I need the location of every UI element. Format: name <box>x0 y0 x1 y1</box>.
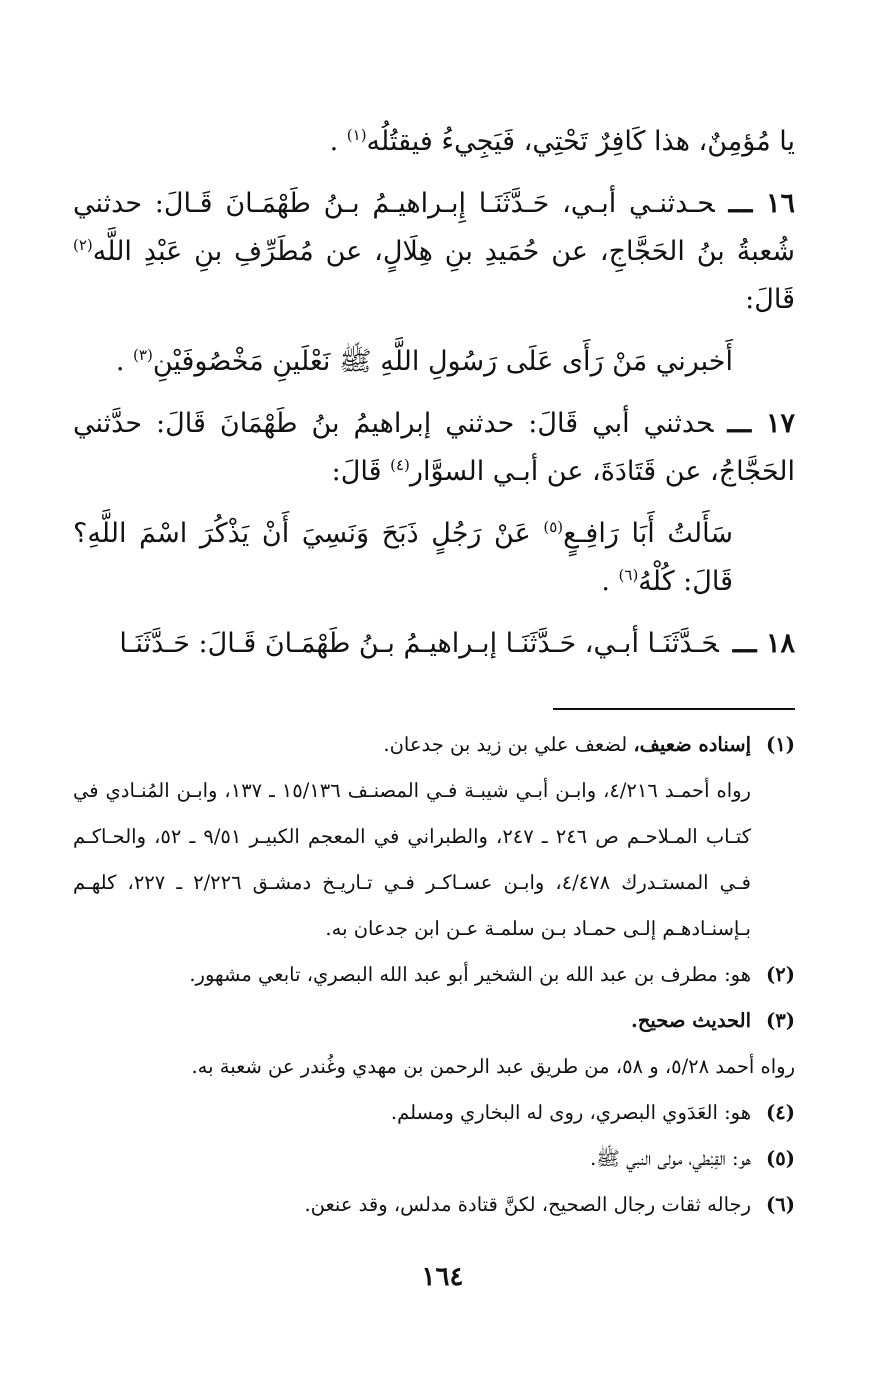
punctuation: . <box>329 126 339 157</box>
footnote-ref-1[interactable]: (١) <box>346 126 367 144</box>
footnote-ref-3[interactable]: (٣) <box>133 346 153 364</box>
punctuation: . <box>115 346 125 377</box>
footnote-text: لضعف علي بن زيد بن جدعان. <box>383 733 628 756</box>
continuation-line <box>73 118 795 166</box>
hadith-16 <box>73 180 795 324</box>
hadith-number-17: ١٧ ـــ <box>727 408 795 439</box>
footnote-1 <box>73 722 795 768</box>
hadith-17-chain: حدثني أبي قَالَ: حدثني إبراهيمُ بنُ طَهْمَانَ قَالَ: حدَّثني الحَجَّاجُ، عن قَتَادَةَ، عن أبـي السوَّار <box>73 408 795 487</box>
continuation-text: يا مُؤمِنٌ، هذا كَافِرٌ تَحْتِي، فَيَجِيءُ فيقتُلُه <box>366 126 795 157</box>
grading: إسناده ضعيف، <box>633 733 751 756</box>
hadith-number-18: ١٨ ـــ <box>732 628 795 659</box>
punctuation: . <box>601 566 610 597</box>
footnote-ref-5[interactable]: (٥) <box>543 518 564 536</box>
hadith-16-chain: حـدثنـي أبـي، حَـدَّثَنَـا إِبـراهيـمُ بـنُ طَهْمَـانَ قَـالَ: حدثني شُعبةُ بنُ الحَجَّاجِ، عن حُمَيدِ بنِ هِلَالٍ، عن مُطَرِّفِ بنِ عَبْدِ اللَّه <box>73 188 795 267</box>
footnote-number: (١) <box>766 733 795 756</box>
footnote-number: (٣) <box>766 1009 795 1032</box>
footnote-ref-6[interactable]: (٦) <box>618 566 639 584</box>
hadith-17-matn-a: سَأَلتُ أَبَا رَافِـعٍ <box>563 518 733 549</box>
hadith-18 <box>73 620 795 668</box>
footnote-1-sources <box>73 768 795 952</box>
page-number: ١٦٤ <box>421 1262 464 1292</box>
footnote-5 <box>73 1136 795 1182</box>
footnote-number: (٥) <box>766 1147 795 1170</box>
hadith-number-16: ١٦ ـــ <box>728 188 795 219</box>
hadith-17 <box>73 400 795 496</box>
footnote-number: (٦) <box>766 1193 795 1216</box>
footnote-3 <box>73 998 795 1044</box>
main-text <box>73 118 795 668</box>
hadith-16-matn <box>73 338 795 386</box>
grading: الحديث صحيح. <box>631 1009 751 1032</box>
footnote-ref-2[interactable]: (٢) <box>73 236 93 254</box>
footnote-2 <box>73 952 795 998</box>
hadith-17-matn-b: عَنْ رَجُلٍ ذَبَحَ وَنَسِيَ أَنْ يَذْكُرَ اسْمَ اللَّهِ؟ قَالَ: كُلْهُ <box>73 518 733 597</box>
footnote-text: هو: العَدَوي البصري، روى له البخاري ومسلم. <box>390 1101 751 1124</box>
footnote-number: (٤) <box>766 1101 795 1124</box>
hadith-17-qala: قَالَ: <box>331 456 382 487</box>
footnote-ref-4[interactable]: (٤) <box>390 456 410 474</box>
footnote-6 <box>73 1182 795 1228</box>
footnote-4 <box>73 1090 795 1136</box>
footnote-3-sources <box>73 1044 795 1090</box>
footnotes <box>73 722 795 1228</box>
footnote-text: هو: القِبْطي، مولى النبي ﷺ. <box>590 1147 751 1170</box>
footnote-text: هو: مطرف بن عبد الله بن الشخير أبو عبد الله البصري، تابعي مشهور. <box>189 963 751 986</box>
hadith-17-matn <box>73 510 795 606</box>
footnote-separator <box>553 708 795 710</box>
footnote-text: رجاله ثقات رجال الصحيح، لكنَّ قتادة مدلس، وقد عنعن. <box>304 1193 751 1216</box>
footnote-text: رواه أحمـد ٤/٢١٦، وابـن أبـي شيبـة فـي المصنـف ١٥/١٣٦ ـ ١٣٧، وابـن المُنـادي في كتـاب المـلاحـم ص ٢٤٦ ـ ٢٤٧، والطبراني في المعجم الكبيـر ٩/٥١ ـ ٥٢، والحـاكـم فـي المستـدرك ٤/٤٧٨، وابـن عسـاكـر فـي تـاريـخ دمشـق ٢/٢٢٦ ـ ٢٢٧، كلهـم بـإسنـادهـم إلـى حمـاد بـن سلمـة عـن ابن جدعان به. <box>73 779 751 940</box>
hadith-18-chain: حَـدَّثَنَـا أبـي، حَـدَّثَنَـا إبـراهيـمُ بـنُ طَهْمَـانَ قَـالَ: حَـدَّثَنَـا <box>119 628 719 659</box>
hadith-16-matn-text: أَخبرني مَنْ رَأَى عَلَى رَسُولِ اللَّهِ ﷺ نَعْلَينِ مَخْصُوفَيْنِ <box>152 346 733 377</box>
hadith-16-qala: قَالَ: <box>745 284 795 315</box>
footnote-text: رواه أحمد ٥/٢٨، و ٥٨، من طريق عبد الرحمن بن مهدي وغُندر عن شعبة به. <box>191 1055 795 1078</box>
footnote-number: (٢) <box>766 963 795 986</box>
